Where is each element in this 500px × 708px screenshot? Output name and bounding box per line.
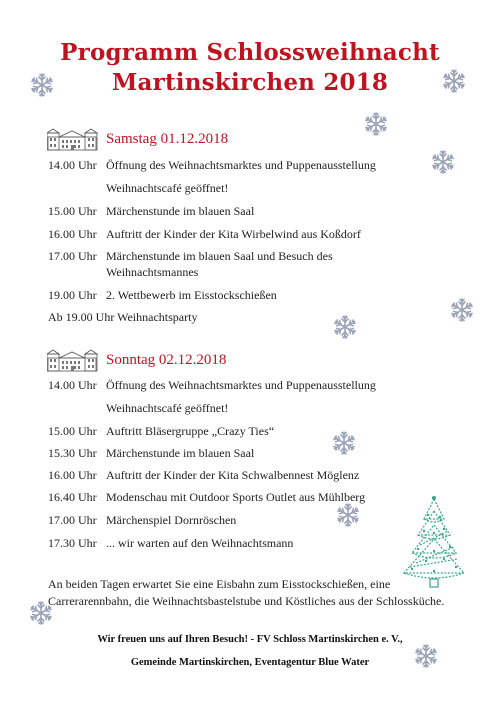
- day2-heading: Sonntag 02.12.2018: [106, 352, 227, 368]
- snowflake-icon: [28, 71, 56, 99]
- day1-heading: Samstag 01.12.2018: [106, 131, 229, 147]
- snowflake-icon: [330, 429, 358, 457]
- footer-line-1: Wir freuen uns auf Ihren Besuch! - FV Schloss Martinskirchen e. V.,: [97, 634, 403, 645]
- closing-line-1: An beiden Tagen erwartet Sie eine Eisbahn zum Eisstockschießen, eine: [48, 577, 391, 591]
- list-item: Weihnachtsmannes: [106, 265, 199, 279]
- list-item: 15.00 Uhr Märchenstunde im blauen Saal: [48, 204, 255, 218]
- snowflake-icon: [448, 296, 476, 324]
- closing-text: [48, 576, 478, 610]
- page-title: [0, 38, 500, 98]
- snowflake-icon: [440, 67, 468, 95]
- list-item: 14.00 Uhr Öffnung des Weihnachtsmarktes und Puppenausstellung: [48, 378, 376, 392]
- list-item: 15.00 Uhr Auftritt Bläsergruppe „Crazy Ties“: [48, 424, 275, 438]
- footer-line-2: Gemeinde Martinskirchen, Eventagentur Blue Water: [130, 657, 370, 668]
- list-item: Ab 19.00 Uhr Weihnachtsparty: [48, 310, 198, 324]
- list-item: 19.00 Uhr 2. Wettbewerb im Eisstockschießen: [48, 288, 277, 302]
- list-item: 14.00 Uhr Öffnung des Weihnachtsmarktes und Puppenausstellung: [48, 158, 376, 172]
- list-item: 16.40 Uhr Modenschau mit Outdoor Sports Outlet aus Mühlberg: [48, 490, 366, 504]
- list-item: 17.00 Uhr Märchenspiel Dornröschen: [48, 513, 237, 527]
- snowflake-icon: [429, 148, 457, 176]
- castle-icon: [47, 349, 99, 373]
- list-item: 15.30 Uhr Märchenstunde im blauen Saal: [48, 446, 255, 460]
- closing-line-2: Carrerarennbahn, die Weihnachtsbastelstube und Köstliches aus der Schlossküche.: [48, 594, 445, 608]
- list-item: Weihnachtscafé geöffnet!: [106, 181, 229, 195]
- list-item: Weihnachtscafé geöffnet!: [106, 401, 229, 415]
- snowflake-icon: [362, 110, 390, 138]
- snowflake-icon: [334, 501, 362, 529]
- castle-icon: [47, 128, 99, 152]
- list-item: 17.30 Uhr ... wir warten auf den Weihnachtsmann: [48, 536, 294, 550]
- title-line-1: Programm Schlossweihnacht: [60, 39, 440, 66]
- title-line-2: Martinskirchen 2018: [111, 69, 389, 96]
- snowflake-icon: [331, 313, 359, 341]
- list-item: 16.00 Uhr Auftritt der Kinder der Kita Schwalbennest Möglenz: [48, 468, 360, 482]
- list-item: 16.00 Uhr Auftritt der Kinder der Kita Wirbelwind aus Koßdorf: [48, 227, 361, 241]
- list-item: 17.00 Uhr Märchenstunde im blauen Saal und Besuch des: [48, 249, 333, 263]
